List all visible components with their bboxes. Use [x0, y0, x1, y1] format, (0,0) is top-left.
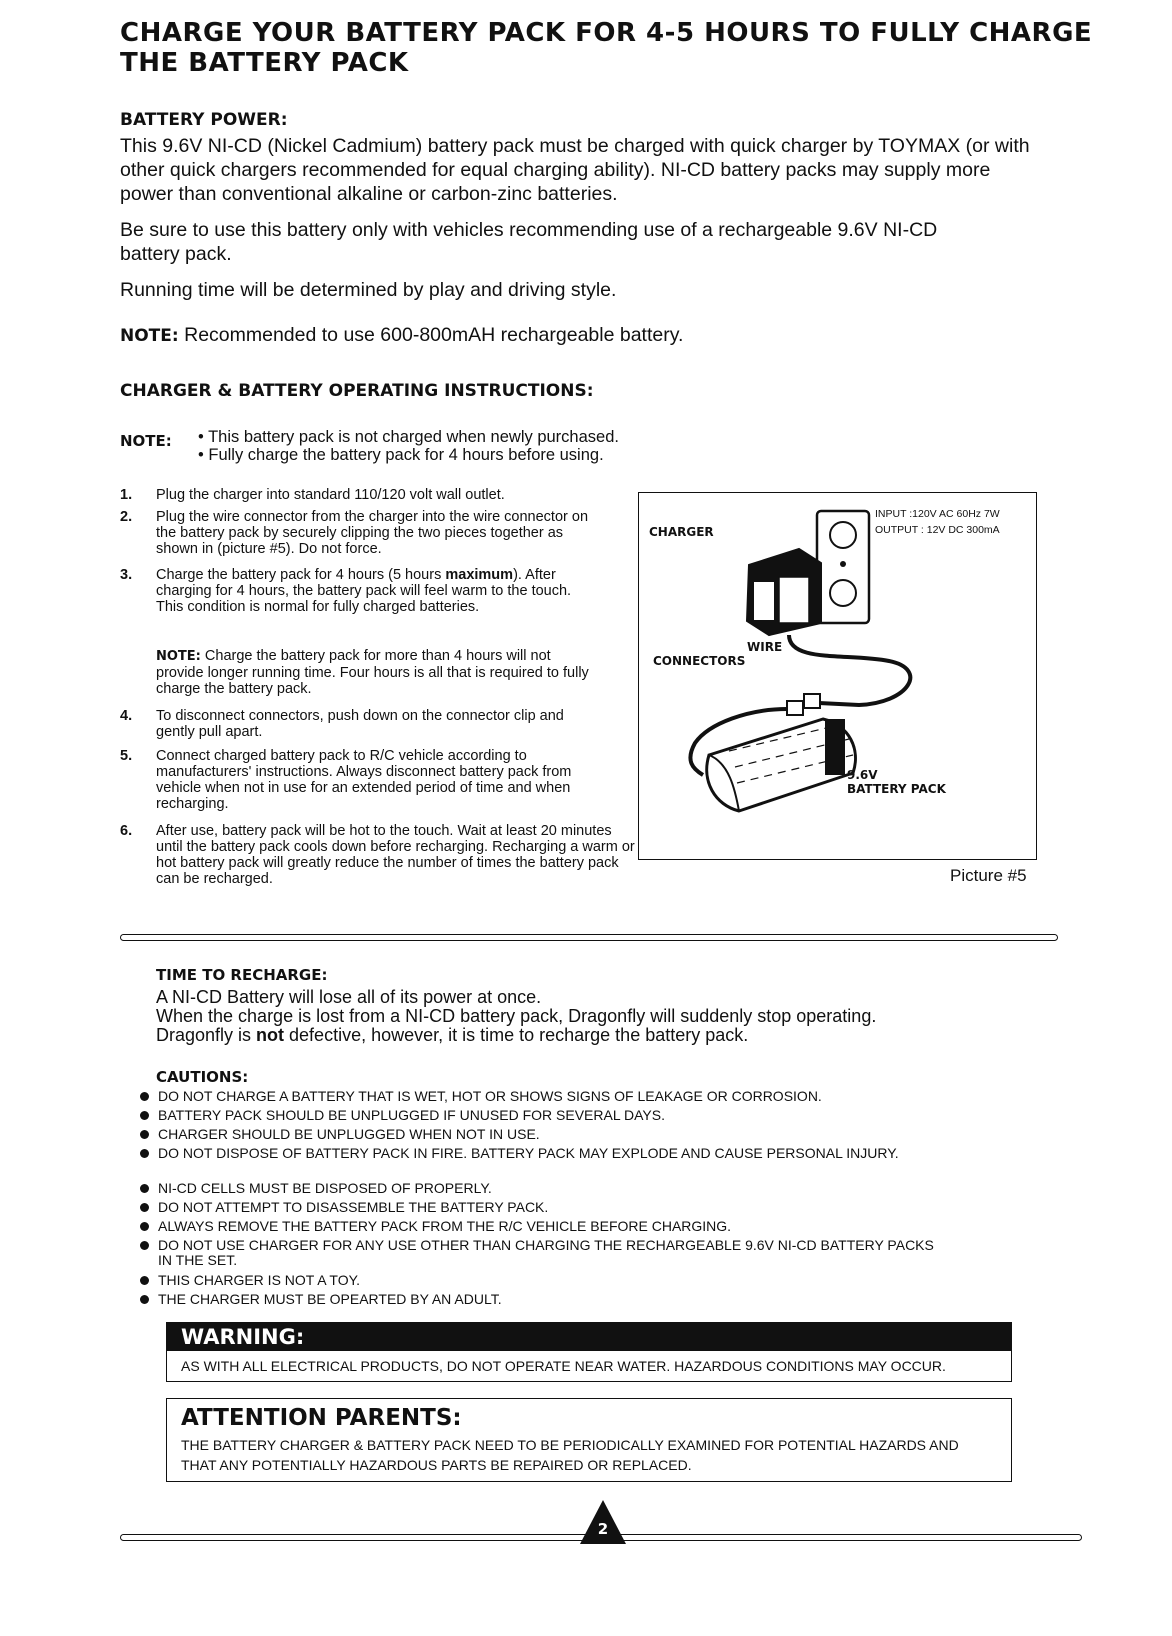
battery-power-paragraph-3: Running time will be determined by play and driving style. [120, 279, 617, 301]
list-item: DO NOT CHARGE A BATTERY THAT IS WET, HOT OR SHOWS SIGNS OF LEAKAGE OR CORROSION. [158, 1089, 978, 1104]
battery-label-line-1: 9.6V [847, 768, 878, 782]
list-item: CHARGER SHOULD BE UNPLUGGED WHEN NOT IN USE. [158, 1127, 978, 1142]
attention-text: THE BATTERY CHARGER & BATTERY PACK NEED TO BE PERIODICALLY EXAMINED FOR POTENTIAL HAZARDS AND THAT ANY POTENTIALLY HAZARDOUS PARTS BE REPAIRED OR REPLACED. [181, 1437, 959, 1473]
page-title: CHARGE YOUR BATTERY PACK FOR 4-5 HOURS TO FULLY CHARGE THE BATTERY PACK [120, 18, 1093, 78]
instructions-note-label: NOTE: [120, 432, 172, 450]
charger-label: CHARGER [649, 525, 714, 539]
list-item: 1. Plug the charger into standard 110/120 volt wall outlet. [120, 487, 505, 503]
list-item: 5. Connect charged battery pack to R/C vehicle according to manufacturers' instructions. Always disconnect battery pack from vehicle when not in use for an extended period of time and when recharging. [120, 748, 572, 812]
cautions-heading: CAUTIONS: [156, 1068, 249, 1086]
list-item: 2. Plug the wire connector from the charger into the wire connector on the battery pack by securely clipping the two pieces together as shown in (picture #5). Do not force. [120, 509, 589, 557]
battery-label-line-2: BATTERY PACK [847, 782, 946, 796]
battery-power-note [120, 323, 1040, 348]
battery-power-paragraph-1: This 9.6V NI-CD (Nickel Cadmium) battery pack must be charged with quick charger by TOYMAX (or with other quick chargers recommended for equal charging ability). NI-CD battery packs may supply more power than conventional alkaline or carbon-zinc batteries. [120, 135, 1030, 205]
list-item: NI-CD CELLS MUST BE DISPOSED OF PROPERLY. [158, 1181, 978, 1196]
output-spec: OUTPUT : 12V DC 300mA [875, 524, 1000, 536]
note-label: NOTE: [120, 326, 179, 346]
input-spec: INPUT :120V AC 60Hz 7W [875, 508, 1000, 520]
instructions-note-line-1: • This battery pack is not charged when newly purchased. [198, 428, 619, 446]
note-text: Recommended to use 600-800mAH rechargeable battery. [184, 324, 684, 346]
wire-label-line-2: CONNECTORS [653, 654, 746, 668]
list-item: 3. Charge the battery pack for 4 hours (5 hours maximum). After charging for 4 hours, the battery pack will feel warm to the touch. This condition is normal for fully charged batteries. [120, 567, 572, 615]
charger-illustration [639, 493, 1036, 859]
recharge-heading: TIME TO RECHARGE: [156, 966, 328, 984]
connector-icon [804, 694, 820, 708]
list-item: DO NOT DISPOSE OF BATTERY PACK IN FIRE. BATTERY PACK MAY EXPLODE AND CAUSE PERSONAL INJURY. [158, 1146, 958, 1161]
warning-text: AS WITH ALL ELECTRICAL PRODUCTS, DO NOT OPERATE NEAR WATER. HAZARDOUS CONDITIONS MAY OCCUR. [181, 1358, 946, 1374]
list-item: 4. To disconnect connectors, push down on the connector clip and gently pull apart. [120, 708, 564, 740]
attention-box [166, 1398, 1012, 1482]
wire-label-line-1: WIRE [747, 640, 783, 654]
list-item: DO NOT USE CHARGER FOR ANY USE OTHER THAN CHARGING THE RECHARGEABLE 9.6V NI-CD BATTERY PACKS IN THE SET. [158, 1238, 938, 1268]
divider [120, 934, 1058, 941]
list-item: ALWAYS REMOVE THE BATTERY PACK FROM THE R/C VEHICLE BEFORE CHARGING. [158, 1219, 978, 1234]
attention-heading: ATTENTION PARENTS: [181, 1405, 462, 1431]
list-item: BATTERY PACK SHOULD BE UNPLUGGED IF UNUSED FOR SEVERAL DAYS. [158, 1108, 978, 1123]
step3-note: NOTE: Charge the battery pack for more than 4 hours will not provide longer running time. Four hours is all that is required to fully charge the battery pack. [156, 648, 589, 697]
charger-diagram [638, 492, 1037, 860]
list-item: THIS CHARGER IS NOT A TOY. [158, 1273, 978, 1288]
diagram-caption: Picture #5 [950, 866, 1027, 885]
battery-power-paragraph-2: Be sure to use this battery only with vehicles recommending use of a rechargeable 9.6V NI-CD battery pack. [120, 219, 938, 265]
list-item: THE CHARGER MUST BE OPEARTED BY AN ADULT. [158, 1292, 978, 1307]
instructions-note-line-2: • Fully charge the battery pack for 4 hours before using. [198, 446, 604, 464]
battery-power-heading: BATTERY POWER: [120, 110, 288, 130]
list-item: DO NOT ATTEMPT TO DISASSEMBLE THE BATTERY PACK. [158, 1200, 978, 1215]
instructions-heading: CHARGER & BATTERY OPERATING INSTRUCTIONS: [120, 381, 594, 401]
page-number: 2 [597, 1520, 609, 1538]
recharge-text: A NI-CD Battery will lose all of its power at once. When the charge is lost from a NI-CD battery pack, Dragonfly will suddenly stop operating. Dragonfly is not defective, however, it is time to recharge the battery pack. [156, 987, 877, 1045]
list-item: 6. After use, battery pack will be hot to the touch. Wait at least 20 minutes until the battery pack cools down before recharging. Recharging a warm or hot battery pack will greatly reduce the number of times the battery pack can be recharged. [120, 823, 635, 887]
warning-box [166, 1322, 1012, 1382]
warning-heading: WARNING: [167, 1323, 1011, 1351]
